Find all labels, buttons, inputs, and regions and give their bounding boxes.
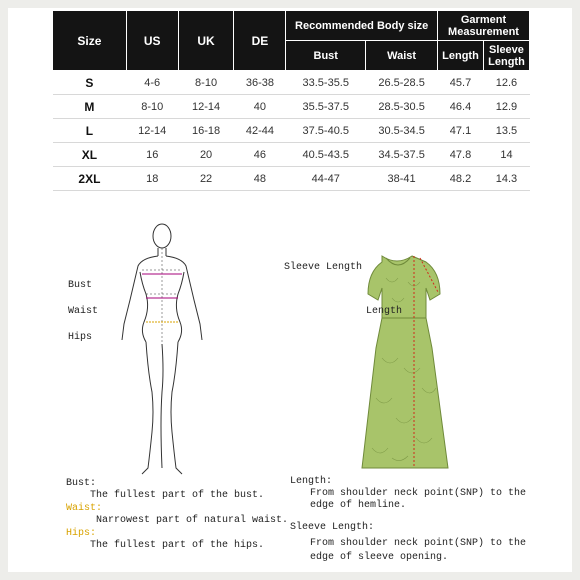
- length-label: Length: [366, 306, 403, 317]
- cell-sleeve: 13.5: [483, 119, 529, 143]
- note-bust-text: The fullest part of the bust.: [90, 490, 265, 501]
- cell-de: 46: [234, 143, 286, 167]
- note-length-text-1: From shoulder neck point(SNP) to the: [310, 488, 527, 499]
- note-waist-text: Narrowest part of natural waist.: [96, 515, 289, 526]
- cell-de: 36-38: [234, 71, 286, 95]
- cell-sleeve: 12.6: [483, 71, 529, 95]
- cell-size: S: [53, 71, 127, 95]
- header-recommended: Recommended Body size: [286, 11, 438, 41]
- table-row: [53, 95, 530, 119]
- cell-waist: 26.5-28.5: [366, 71, 438, 95]
- table-row: [53, 143, 530, 167]
- cell-size: M: [53, 95, 127, 119]
- dress-illustration: [352, 248, 462, 478]
- waist-label: Waist: [68, 306, 99, 317]
- header-waist: Waist: [366, 41, 438, 71]
- header-us: US: [126, 11, 178, 71]
- cell-uk: 8-10: [178, 71, 234, 95]
- cell-length: 46.4: [438, 95, 484, 119]
- cell-size: XL: [53, 143, 127, 167]
- note-length-text-2: edge of hemline.: [310, 500, 407, 511]
- note-sleeve-text-2: edge of sleeve opening.: [310, 552, 449, 563]
- cell-us: 16: [126, 143, 178, 167]
- cell-sleeve: 14.3: [483, 167, 529, 191]
- size-chart: [52, 10, 530, 568]
- note-hips-title: Hips:: [66, 528, 97, 539]
- cell-waist: 28.5-30.5: [366, 95, 438, 119]
- note-sleeve-title: Sleeve Length:: [290, 522, 375, 533]
- cell-de: 40: [234, 95, 286, 119]
- cell-bust: 37.5-40.5: [286, 119, 366, 143]
- cell-bust: 35.5-37.5: [286, 95, 366, 119]
- cell-waist: 34.5-37.5: [366, 143, 438, 167]
- cell-length: 48.2: [438, 167, 484, 191]
- note-length-title: Length:: [290, 476, 333, 487]
- cell-bust: 40.5-43.5: [286, 143, 366, 167]
- cell-uk: 22: [178, 167, 234, 191]
- cell-us: 12-14: [126, 119, 178, 143]
- note-hips-text: The fullest part of the hips.: [90, 540, 265, 551]
- cell-length: 47.1: [438, 119, 484, 143]
- note-waist-title: Waist:: [66, 503, 103, 514]
- bust-label: Bust: [68, 280, 93, 291]
- header-length: Length: [438, 41, 484, 71]
- cell-waist: 38-41: [366, 167, 438, 191]
- header-de: DE: [234, 11, 286, 71]
- header-garment: Garment Measurement: [438, 11, 530, 41]
- cell-size: L: [53, 119, 127, 143]
- hips-label: Hips: [68, 332, 93, 343]
- cell-uk: 16-18: [178, 119, 234, 143]
- cell-uk: 20: [178, 143, 234, 167]
- cell-us: 18: [126, 167, 178, 191]
- cell-waist: 30.5-34.5: [366, 119, 438, 143]
- cell-bust: 44-47: [286, 167, 366, 191]
- cell-de: 48: [234, 167, 286, 191]
- dress-shape: [362, 256, 448, 468]
- table-row: [53, 119, 530, 143]
- cell-size: 2XL: [53, 167, 127, 191]
- cell-de: 42-44: [234, 119, 286, 143]
- cell-sleeve: 12.9: [483, 95, 529, 119]
- cell-us: 8-10: [126, 95, 178, 119]
- table-row: [53, 71, 530, 95]
- note-sleeve-text-1: From shoulder neck point(SNP) to the: [310, 538, 527, 549]
- size-table: [52, 10, 530, 191]
- body-figure-illustration: [112, 222, 212, 478]
- cell-bust: 33.5-35.5: [286, 71, 366, 95]
- header-sleeve: Sleeve Length: [483, 41, 529, 71]
- cell-us: 4-6: [126, 71, 178, 95]
- sleeve-length-label: Sleeve Length: [284, 262, 363, 273]
- cell-length: 47.8: [438, 143, 484, 167]
- table-row: [53, 167, 530, 191]
- cell-uk: 12-14: [178, 95, 234, 119]
- header-uk: UK: [178, 11, 234, 71]
- note-bust-title: Bust:: [66, 478, 97, 489]
- cell-length: 45.7: [438, 71, 484, 95]
- header-bust: Bust: [286, 41, 366, 71]
- cell-sleeve: 14: [483, 143, 529, 167]
- header-size: Size: [53, 11, 127, 71]
